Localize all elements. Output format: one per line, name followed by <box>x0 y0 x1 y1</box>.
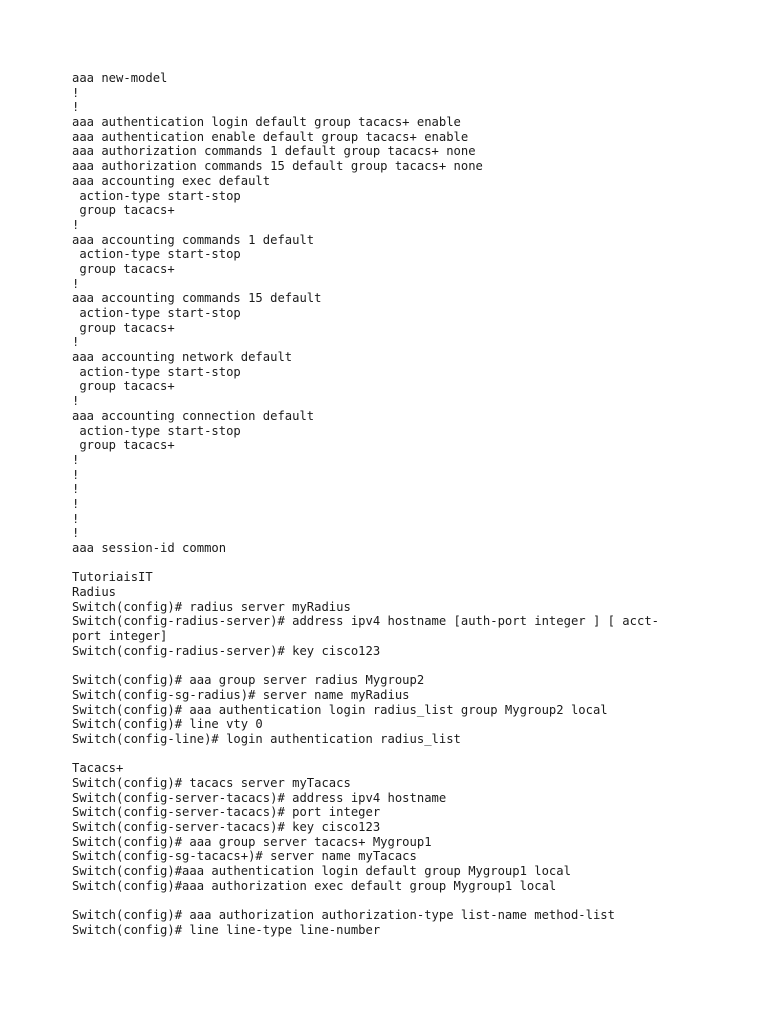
text-line: ! <box>72 452 80 467</box>
text-line: Switch(config)# radius server myRadius <box>72 599 351 614</box>
text-line: group tacacs+ <box>72 379 175 394</box>
blank-line <box>72 894 712 909</box>
text-line: ! <box>72 482 80 497</box>
text-line: group tacacs+ <box>72 203 175 218</box>
text-line: Switch(config)# aaa group server radius Mygroup2 <box>72 673 425 688</box>
text-line: aaa authorization commands 1 default group tacacs+ none <box>72 144 476 159</box>
text-line: ! <box>72 511 80 526</box>
blank-line <box>72 747 712 762</box>
text-line: Switch(config)# line vty 0 <box>72 717 263 732</box>
text-line: action-type start-stop <box>72 364 241 379</box>
text-line: ! <box>72 526 80 541</box>
text-line: aaa accounting exec default <box>72 173 271 188</box>
text-line: Switch(config)# aaa authentication login radius_list group Mygroup2 local <box>72 702 608 717</box>
text-line: aaa authentication login default group tacacs+ enable <box>72 115 461 130</box>
text-line: Switch(config-sg-tacacs+)# server name myTacacs <box>72 849 417 864</box>
text-line: Switch(config-radius-server)# key cisco123 <box>72 643 381 658</box>
text-line: ! <box>72 276 80 291</box>
text-line: ! <box>72 100 80 115</box>
text-line: aaa new-model <box>72 71 168 85</box>
section-heading: Radius <box>72 585 117 600</box>
text-line: aaa accounting commands 15 default <box>72 291 322 306</box>
text-line: aaa accounting connection default <box>72 408 315 423</box>
text-line: ! <box>72 496 80 511</box>
text-line: ! <box>72 85 80 100</box>
text-line: Switch(config-server-tacacs)# address ipv4 hostname <box>72 790 447 805</box>
text-line: action-type start-stop <box>72 423 241 438</box>
text-line: Switch(config)#aaa authorization exec default group Mygroup1 local <box>72 878 557 893</box>
section-heading: Tacacs+ <box>72 761 124 776</box>
text-line: ! <box>72 394 80 409</box>
text-line: aaa accounting commands 1 default <box>72 232 315 247</box>
text-line: Switch(config-line)# login authentication radius_list <box>72 731 461 746</box>
text-line: aaa authentication enable default group tacacs+ enable <box>72 129 469 144</box>
text-line: Switch(config)# aaa group server tacacs+ Mygroup1 <box>72 834 432 849</box>
text-line: group tacacs+ <box>72 438 175 453</box>
text-line: action-type start-stop <box>72 306 241 320</box>
text-line: Switch(config)#aaa authentication login default group Mygroup1 local <box>72 864 571 879</box>
text-line: Switch(config-sg-radius)# server name myRadius <box>72 687 410 702</box>
text-line: ! <box>72 335 80 350</box>
text-line: ! <box>72 217 80 232</box>
section-heading: TutoriaisIT <box>72 570 153 585</box>
text-line: group tacacs+ <box>72 261 175 276</box>
text-line: port integer] <box>72 629 168 644</box>
text-line: ! <box>72 467 80 482</box>
text-line: Switch(config-server-tacacs)# key cisco123 <box>72 820 381 835</box>
blank-line <box>72 659 712 674</box>
text-line: Switch(config)# tacacs server myTacacs <box>72 776 351 790</box>
text-line: aaa session-id common <box>72 541 227 555</box>
text-line: group tacacs+ <box>72 320 175 335</box>
text-line: Switch(config)# aaa authorization authorization-type list-name method-list <box>72 908 615 923</box>
text-line: action-type start-stop <box>72 188 241 203</box>
text-line: Switch(config-radius-server)# address ipv4 hostname [auth-port integer ] [ acct- <box>72 614 659 629</box>
text-line: Switch(config)# line line-type line-number <box>72 922 381 937</box>
blank-line <box>72 556 712 571</box>
document-body <box>72 71 712 938</box>
text-line: Switch(config-server-tacacs)# port integer <box>72 805 381 820</box>
text-line: aaa accounting network default <box>72 350 293 365</box>
text-line: aaa authorization commands 15 default group tacacs+ none <box>72 159 483 174</box>
text-line: action-type start-stop <box>72 247 241 262</box>
